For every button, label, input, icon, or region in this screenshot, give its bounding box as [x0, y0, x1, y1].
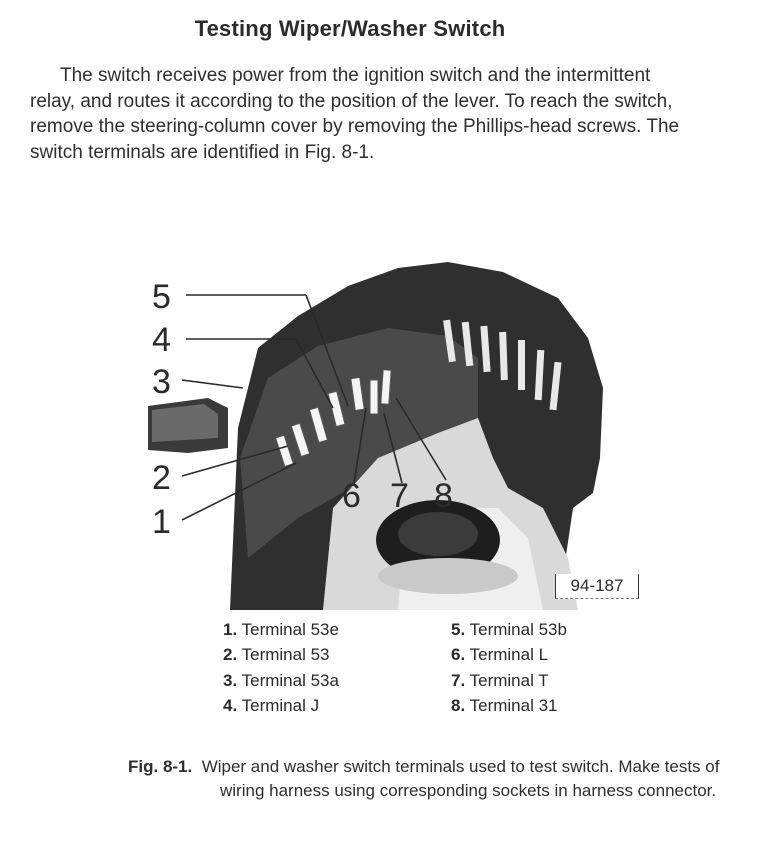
callout-3: 3	[152, 363, 171, 401]
callout-1: 1	[152, 503, 171, 541]
legend-item: 6. Terminal L	[451, 645, 549, 665]
caption-text: Wiper and washer switch terminals used to test switch. Make tests of wiring harness using corresponding sockets in harness connector.	[201, 757, 720, 800]
legend-item: 8. Terminal 31	[451, 695, 558, 715]
legend-item: 2. Terminal 53	[223, 645, 330, 665]
switch-photo-figure	[148, 258, 653, 610]
callout-8: 8	[434, 477, 453, 515]
figure-code: 94-187	[555, 574, 639, 599]
figure-caption	[128, 755, 760, 802]
legend-right	[451, 617, 567, 718]
legend-item: 3. Terminal 53a	[223, 670, 339, 690]
caption-label: Fig. 8-1.	[128, 757, 193, 776]
legend-item: 7. Terminal T	[451, 670, 549, 690]
intro-paragraph: The switch receives power from the ignition switch and the intermittent relay, and routes it according to the position of the lever. To reach the switch, remove the steering-column cover by removing the Phillips-head screws. The switch terminals are identified in Fig. 8-1.	[30, 65, 680, 163]
legend-item: 5. Terminal 53b	[451, 620, 567, 639]
callout-2: 2	[152, 459, 171, 497]
callout-5: 5	[152, 278, 171, 316]
callout-6: 6	[342, 477, 361, 515]
callout-4: 4	[152, 321, 171, 359]
legend-item: 1. Terminal 53e	[223, 620, 339, 639]
legend-item: 4. Terminal J	[223, 695, 320, 715]
legend-left	[223, 617, 339, 718]
callout-7: 7	[390, 477, 409, 515]
section-heading: Testing Wiper/Washer Switch	[194, 16, 506, 41]
switch-photo	[148, 258, 653, 610]
